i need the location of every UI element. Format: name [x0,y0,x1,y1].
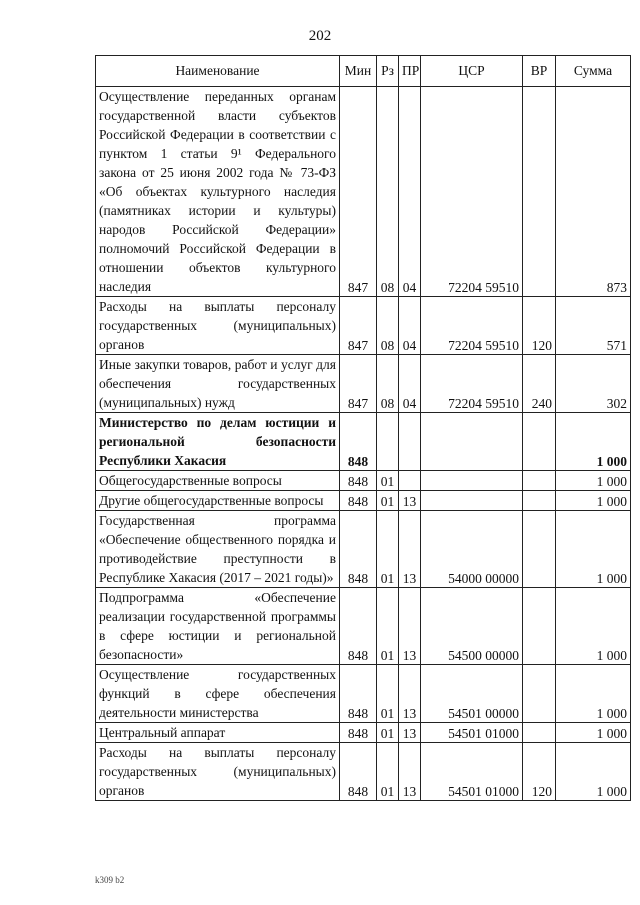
table-row [96,355,631,413]
table-row [96,511,631,588]
cell-csr [421,471,523,491]
cell-rz: 01 [377,743,399,801]
cell-pr: 13 [399,511,421,588]
cell-pr: 13 [399,588,421,665]
cell-name: Расходы на выплаты персоналу государственных (муниципальных) органов [96,297,340,355]
header-pr: ПР [399,56,421,87]
cell-min: 847 [340,355,377,413]
cell-vr [523,588,556,665]
cell-rz: 01 [377,471,399,491]
cell-vr [523,665,556,723]
header-csr: ЦСР [421,56,523,87]
cell-sum: 571 [556,297,631,355]
cell-vr [523,511,556,588]
header-rz: Рз [377,56,399,87]
cell-name: Другие общегосударственные вопросы [96,491,340,511]
cell-rz: 08 [377,87,399,297]
cell-sum: 1 000 [556,588,631,665]
table-body [96,87,631,801]
cell-rz: 01 [377,665,399,723]
cell-name: Иные закупки товаров, работ и услуг для обеспечения государственных (муниципальных) нужд [96,355,340,413]
cell-min: 848 [340,665,377,723]
cell-csr: 54501 01000 [421,723,523,743]
table-row [96,588,631,665]
table-row [96,87,631,297]
cell-csr: 54000 00000 [421,511,523,588]
cell-min: 848 [340,471,377,491]
table-row [96,743,631,801]
cell-pr: 04 [399,297,421,355]
cell-vr [523,413,556,471]
cell-vr: 120 [523,743,556,801]
cell-rz: 01 [377,723,399,743]
table-row [96,471,631,491]
cell-rz: 01 [377,588,399,665]
table-row [96,413,631,471]
cell-pr [399,413,421,471]
cell-min: 848 [340,588,377,665]
cell-csr: 72204 59510 [421,355,523,413]
cell-min: 848 [340,413,377,471]
cell-rz: 08 [377,355,399,413]
cell-rz: 01 [377,491,399,511]
table-header-row [96,56,631,87]
cell-sum: 1 000 [556,665,631,723]
cell-pr: 13 [399,723,421,743]
page-number: 202 [308,28,332,44]
cell-csr: 54501 01000 [421,743,523,801]
cell-min: 847 [340,297,377,355]
cell-sum: 1 000 [556,743,631,801]
cell-name: Подпрограмма «Обеспечение реализации государственной программы в сфере юстиции и региональной безопасности» [96,588,340,665]
cell-min: 848 [340,491,377,511]
cell-name: Центральный аппарат [96,723,340,743]
cell-pr: 04 [399,87,421,297]
cell-min: 848 [340,723,377,743]
header-name: Наименование [96,56,340,87]
cell-min: 848 [340,743,377,801]
cell-csr: 72204 59510 [421,87,523,297]
cell-pr: 13 [399,665,421,723]
cell-vr [523,471,556,491]
header-vr: ВР [523,56,556,87]
cell-rz: 01 [377,511,399,588]
cell-sum: 1 000 [556,511,631,588]
cell-pr: 04 [399,355,421,413]
cell-pr: 13 [399,491,421,511]
cell-rz: 08 [377,297,399,355]
table-row [96,723,631,743]
cell-csr: 54500 00000 [421,588,523,665]
cell-name: Министерство по делам юстиции и региональной безопасности Республики Хакасия [96,413,340,471]
cell-vr [523,491,556,511]
header-sum: Сумма [556,56,631,87]
cell-sum: 302 [556,355,631,413]
cell-vr: 120 [523,297,556,355]
cell-vr: 240 [523,355,556,413]
cell-vr [523,723,556,743]
cell-vr [523,87,556,297]
cell-sum: 1 000 [556,471,631,491]
cell-sum: 873 [556,87,631,297]
cell-sum: 1 000 [556,491,631,511]
cell-pr: 13 [399,743,421,801]
cell-name: Государственная программа «Обеспечение общественного порядка и противодействие преступности в Республике Хакасия (2017 – 2021 годы)» [96,511,340,588]
budget-table [95,55,631,801]
cell-pr [399,471,421,491]
header-min: Мин [340,56,377,87]
table-row [96,665,631,723]
table-row [96,491,631,511]
cell-sum: 1 000 [556,723,631,743]
cell-csr [421,413,523,471]
cell-name: Осуществление переданных органам государственной власти субъектов Российской Федерации в соответствии с пунктом 1 статьи 9¹ Федерального закона от 25 июня 2002 года № 73-ФЗ «Об объектах культурного наследия (памятниках истории и культуры) народов Российской Федерации» полномочий Российской Федерации в отношении объектов культурного наследия [96,87,340,297]
cell-csr: 72204 59510 [421,297,523,355]
cell-min: 848 [340,511,377,588]
table-row [96,297,631,355]
cell-rz [377,413,399,471]
footer-code: k309 b2 [95,875,125,885]
cell-name: Общегосударственные вопросы [96,471,340,491]
cell-csr: 54501 00000 [421,665,523,723]
cell-csr [421,491,523,511]
cell-min: 847 [340,87,377,297]
cell-name: Расходы на выплаты персоналу государственных (муниципальных) органов [96,743,340,801]
cell-sum: 1 000 [556,413,631,471]
cell-name: Осуществление государственных функций в сфере обеспечения деятельности министерства [96,665,340,723]
